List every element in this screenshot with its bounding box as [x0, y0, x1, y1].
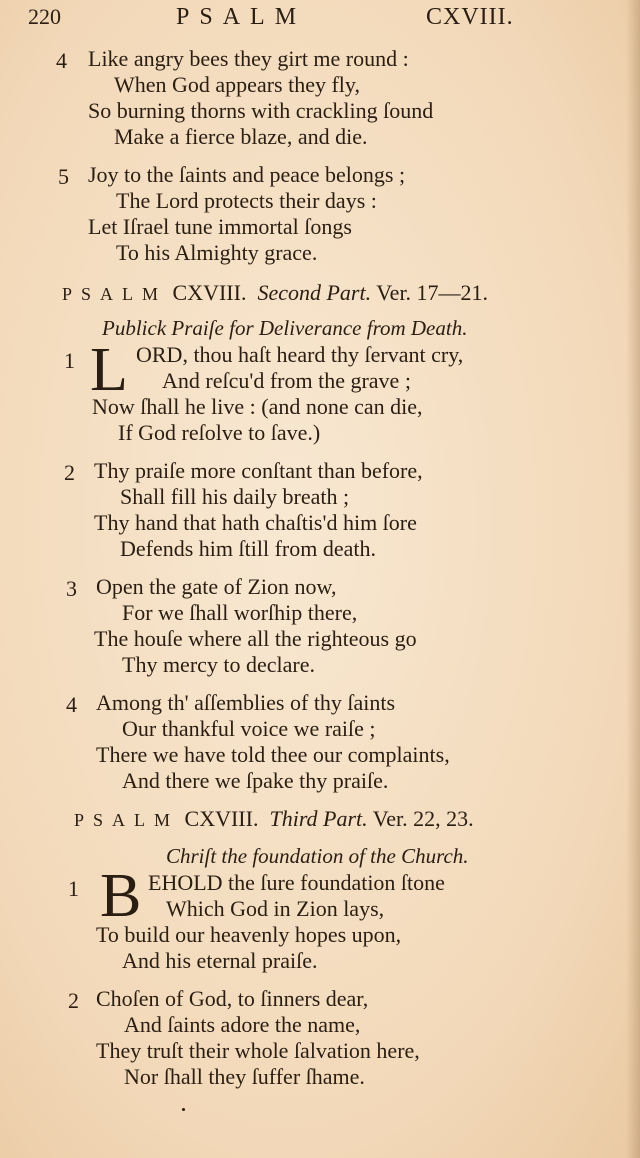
- verse-line: EHOLD the ſure foundation ſtone: [148, 870, 445, 895]
- verse-number: 3: [66, 576, 77, 601]
- verse-line: Choſen of God, to ſinners dear,: [96, 986, 369, 1011]
- verse-line: For we ſhall worſhip there,: [122, 600, 358, 625]
- verse-number: 4: [56, 48, 67, 73]
- heading-verses: Ver. 22, 23.: [372, 806, 474, 831]
- verse-line: Thy praiſe more conſtant than before,: [94, 458, 423, 483]
- verse-line: And reſcu'd from the grave ;: [162, 368, 411, 393]
- verse-number: 2: [64, 460, 75, 485]
- heading-psalm-number: CXVIII.: [172, 280, 247, 305]
- heading-psalm-number: CXVIII.: [184, 806, 259, 831]
- verse-line: To build our heavenly hopes upon,: [96, 922, 402, 947]
- verse-line: Among th' aſſemblies of thy ſaints: [96, 690, 396, 715]
- verse-line: Open the gate of Zion now,: [96, 574, 337, 599]
- verse-line: Like angry bees they girt me round :: [88, 46, 409, 71]
- verse-number: 2: [68, 988, 79, 1013]
- verse-line: Which God in Zion lays,: [166, 896, 385, 921]
- verse-line: ORD, thou haſt heard thy ſervant cry,: [136, 342, 464, 367]
- verse-line: And his eternal praiſe.: [122, 948, 318, 973]
- verse-line: Shall fill his daily breath ;: [120, 484, 350, 509]
- verse-line: Now ſhall he live : (and none can die,: [92, 394, 423, 419]
- verse-number: 5: [58, 164, 69, 189]
- ink-speck: [182, 1108, 185, 1111]
- drop-cap: L: [90, 336, 128, 404]
- verse-line: They truſt their whole ſalvation here,: [96, 1038, 420, 1063]
- verse-line: Thy mercy to declare.: [122, 652, 316, 677]
- verse-line: Thy hand that hath chaſtis'd him ſore: [94, 510, 417, 535]
- heading-part: Second Part.: [257, 280, 372, 305]
- verse-line: When God appears they fly,: [114, 72, 360, 97]
- page-edge-shadow: [626, 0, 640, 1158]
- heading-psalm-word: PSALM: [62, 284, 168, 304]
- verse-line: Nor ſhall they ſuffer ſhame.: [124, 1064, 365, 1089]
- subtitle: Publick Praiſe for Deliverance from Death.: [102, 316, 468, 340]
- verse-number: 4: [66, 692, 77, 717]
- running-head: [28, 4, 628, 34]
- verse-line: Defends him ſtill from death.: [120, 536, 376, 561]
- verse-line: The houſe where all the righteous go: [94, 626, 417, 651]
- verse-number: 1: [68, 876, 79, 901]
- drop-cap: B: [100, 862, 142, 930]
- verse-line: To his Almighty grace.: [116, 240, 318, 265]
- page-number: 220: [28, 4, 61, 29]
- verse-line: Let Iſrael tune immortal ſongs: [88, 214, 352, 239]
- part-heading: [74, 806, 474, 832]
- verse-line: There we have told thee our complaints,: [96, 742, 450, 767]
- running-head-title: PSALM: [176, 4, 307, 30]
- verse-number: 1: [64, 348, 75, 373]
- running-head-psalm-number: CXVIII.: [426, 4, 514, 30]
- heading-part: Third Part.: [269, 806, 368, 831]
- part-heading: [62, 280, 488, 306]
- verse-line: If God reſolve to ſave.): [118, 420, 321, 445]
- verse-line: So burning thorns with crackling ſound: [88, 98, 434, 123]
- subtitle: Chriſt the foundation of the Church.: [166, 844, 469, 868]
- verse-line: The Lord protects their days :: [116, 188, 377, 213]
- heading-verses: Ver. 17—21.: [376, 280, 489, 305]
- verse-line: Make a fierce blaze, and die.: [114, 124, 368, 149]
- verse-line: Joy to the ſaints and peace belongs ;: [88, 162, 406, 187]
- verse-line: And there we ſpake thy praiſe.: [122, 768, 389, 793]
- heading-psalm-word: PSALM: [74, 810, 180, 830]
- verse-line: And ſaints adore the name,: [124, 1012, 361, 1037]
- verse-line: Our thankful voice we raiſe ;: [122, 716, 376, 741]
